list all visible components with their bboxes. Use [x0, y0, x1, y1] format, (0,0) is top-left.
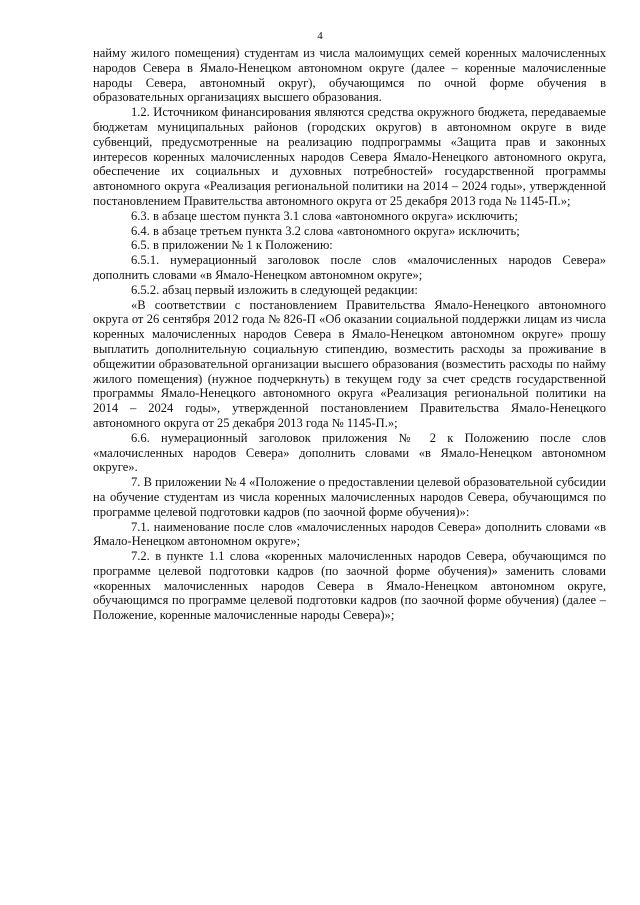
page-number: 4: [317, 30, 323, 42]
document-body: [93, 46, 606, 623]
paragraph: 6.4. в абзаце третьем пункта 3.2 слова «автономного округа» исключить;: [131, 223, 520, 238]
paragraph: 6.3. в абзаце шестом пункта 3.1 слова «автономного округа» исключить;: [131, 208, 518, 223]
paragraph: 6.5.1. нумерационный заголовок после слов «малочисленных народов Севера» дополнить словами «в Ямало-Ненецком автономном округе»;: [93, 253, 606, 282]
paragraph: 7.2. в пункте 1.1 слова «коренных малочисленных народов Севера, обучающимся по программе целевой подготовки кадров (по заочной форме обучения)» заменить словами «коренных малочисленных народов Севера в Ямало-Ненецком автономном округе, обучающимся по программе целевой подготовки кадров (по заочной форме обучения) (далее – Положение, коренные малочисленные народы Севера)»;: [93, 549, 606, 623]
paragraph: 7. В приложении № 4 «Положение о предоставлении целевой образовательной субсидии на обучение студентам из числа коренных малочисленных народов Севера, обучающимся по программе целевой подготовки кадров (по заочной форме обучения)»:: [93, 475, 606, 519]
paragraph: 6.5. в приложении № 1 к Положению:: [131, 238, 333, 253]
paragraph: «В соответствии с постановлением Правительства Ямало-Ненецкого автономного округа от 26 сентября 2012 года № 826-П «Об оказании социальной поддержки лицам из числа коренных малочисленных народов Севера в Ямало-Ненецком автономном округе» прошу выплатить дополнительную социальную стипендию, возместить расходы за проживание в общежитии образовательной организации высшего образования (возместить расходы по найму жилого помещения) (нужное подчеркнуть) в текущем году за счет средств государственной программы Ямало-Ненецкого автономного округа «Реализация региональной политики на 2014 – 2024 годы», утвержденной постановлением Правительства Ямало-Ненецкого автономного округа от 25 декабря 2013 года № 1145-П.»;: [93, 297, 606, 430]
paragraph: 6.6. нумерационный заголовок приложения № 2 к Положению после слов «малочисленных народов Севера» дополнить словами «в Ямало-Ненецком автономном округе».: [93, 430, 606, 475]
paragraph: 1.2. Источником финансирования являются средства окружного бюджета, передаваемые бюджетам муниципальных районов (городских округов) в автономном округе в виде субвенций, предусмотренные на реализацию подпрограммы «Защита прав и законных интересов коренных малочисленных народов Севера Ямало-Ненецкого автономного округа, обеспечение их социальных и духовных потребностей» государственной программы автономного округа «Реализация региональной политики на 2014 – 2024 годы», утвержденной постановлением Правительства автономного округа от 25 декабря 2013 года № 1145-П.»;: [93, 105, 606, 208]
paragraph: 7.1. наименование после слов «малочисленных народов Севера» дополнить словами «в Ямало-Ненецком автономном округе»;: [93, 519, 606, 549]
paragraph: найму жилого помещения) студентам из числа малоимущих семей коренных малочисленных народов Севера в Ямало-Ненецком автономном округе (далее – коренные малочисленные народы Севера, автономный округ), обучающимся по очной форме обучения в образовательных организациях высшего образования.: [93, 46, 606, 105]
paragraph: 6.5.2. абзац первый изложить в следующей редакции:: [131, 282, 418, 297]
